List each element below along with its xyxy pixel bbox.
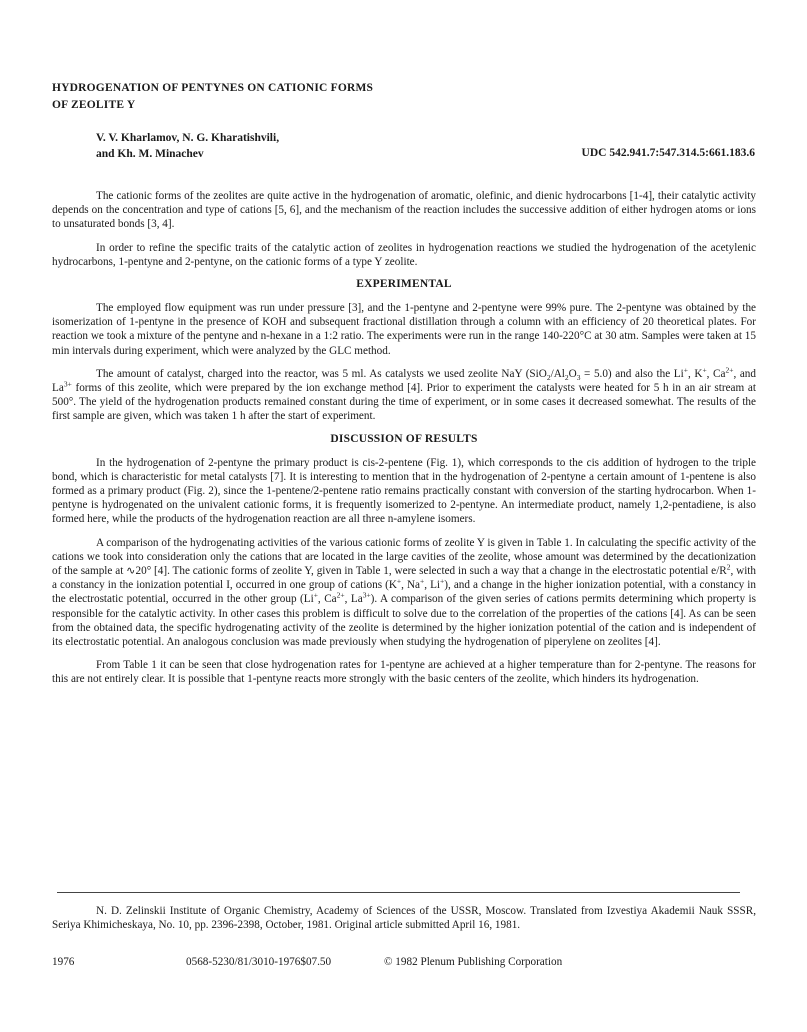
article-body [52, 189, 756, 696]
superscript: 3+ [362, 590, 371, 600]
subscript: 3 [576, 373, 581, 383]
affiliation-footnote: N. D. Zelinskii Institute of Organic Chemistry, Academy of Sciences of the USSR, Moscow. Translated from Izvestiya Akademii Nauk SSSR, Seriya Khimicheskaya, No. 10, pp. 2396-2398, October, 1981. Original article submitted April 16, 1981. [52, 905, 756, 932]
text-run: ), and a change in the higher ionization potential, with a constancy in the electrostatic potential, occurred in the other group (Li [52, 579, 757, 606]
superscript: + [420, 576, 425, 586]
text-run: , Ca [317, 593, 337, 606]
text-run: , La [344, 593, 363, 606]
text-run: /Al [550, 367, 565, 380]
udc-code: UDC 542.941.7:547.314.5:661.183.6 [581, 147, 755, 159]
experimental-paragraph-1: The employed flow equipment was run under pressure [3], and the 1-pentyne and 2-pentyne were 99% pure. The 2-pentyne was obtained by the isomerization of 1-pentyne in the presence of KOH and subsequent fractional distillation through a column with an efficiency of 20 theoretical plates. For reaction we took a mixture of the pentyne and n-hexane in a 1:2 ratio. The experiments were run in the range 140-220°C at 30 atm. Samples were taken at 15 min intervals during experiment, which were analyzed by the GLC method. [52, 302, 756, 357]
section-heading-discussion: DISCUSSION OF RESULTS [330, 432, 478, 445]
paper-title [52, 80, 452, 114]
intro-paragraph-1: The cationic forms of the zeolites are quite active in the hydrogenation of aromatic, olefinic, and dienic hydrocarbons [1-4], their catalytic activity depends on the concentration and type of cations [5, 6], and the mechanism of the reaction includes the successive addition of either hydrogen atoms or ions to unsaturated bonds [3, 4]. [52, 190, 756, 231]
experimental-paragraph-2 [52, 367, 756, 424]
text-run: A comparison of the hydrogenating activities of the various cationic forms of zeolite Y is given in Table 1. In calculating the specific activity of the cations we took into consideration only the cations that are located in the large cavities of the zeolite, whose amount was determined by the decationization of the sample at ∿20° [4]. The cationic forms of zeolite Y, given in Table 1, were selected in such a way that a change in the electrostatic potential e/R [52, 536, 756, 578]
page-number: 1976 [52, 956, 75, 968]
superscript: + [683, 365, 688, 375]
text-run: forms of this zeolite, which were prepared by the ion exchange method [4]. Prior to experiment the catalysts were heated for 5 h in an air stream at 500°. The yield of the hydrogenation products remained constant during the time of experiment, or in some cases it decreased somewhat. The results of the first sample are given, which was taken 1 h after the start of experiment. [52, 382, 756, 423]
footnote-divider [57, 892, 740, 893]
text-run: = 5.0) and also the Li [580, 367, 684, 380]
section-heading-experimental: EXPERIMENTAL [356, 278, 452, 291]
superscript: + [396, 576, 402, 586]
copyright-notice: © 1982 Plenum Publishing Corporation [384, 956, 563, 968]
authors-line-1: V. V. Kharlamov, N. G. Kharatishvili, [96, 132, 280, 144]
text-run: , and La [52, 367, 756, 395]
title-line-1: HYDROGENATION OF PENTYNES ON CATIONIC FORMS [52, 82, 374, 94]
text-run: O [568, 367, 577, 380]
superscript: + [702, 365, 707, 375]
discussion-paragraph-3: From Table 1 it can be seen that close hydrogenation rates for 1-pentyne are achieved at a higher temperature than for 2-pentyne. The reasons for this are not entirely clear. It is possible that 1-pentyne reacts more strongly with the basic centers of the zeolite, which hinders its hydrogenation. [52, 659, 756, 686]
text-run: , Na [401, 579, 421, 592]
title-line-2: OF ZEOLITE Y [52, 99, 136, 111]
superscript: 3+ [63, 379, 72, 389]
journal-code: 0568-5230/81/3010-1976$07.50 [186, 956, 332, 968]
intro-paragraph-2: In order to refine the specific traits of the catalytic action of zeolites in hydrogenation reactions we studied the hydrogenation of the acetylenic hydrocarbons, 1-pentyne and 2-pentyne, on the cationic forms of a type Y zeolite. [52, 241, 756, 268]
discussion-paragraph-1: In the hydrogenation of 2-pentyne the primary product is cis-2-pentene (Fig. 1), which corresponds to the cis addition of hydrogen to the triple bond, which is characteristic for metal catalysts [7]. It is interesting to mention that in the hydrogenation of 2-pentyne a certain amount of 1-pentene is also formed as a primary product (Fig. 2), since the 1-pentene/2-pentene ratio remains practically constant with conversion of the starting hydrocarbon. When 1-pentyne is hydrogenated on the univalent cationic forms, it is frequently isomerized to 2-pentyne. An intermediate product, namely 1,2-pentadiene, is also formed here, while the products of the hydrogenation reaction are all three n-amylene isomers. [52, 456, 756, 526]
text-run: , Li [424, 579, 441, 592]
subscript: 2 [564, 373, 569, 383]
superscript: + [440, 576, 445, 586]
text-run: ). A comparison of the given series of cations permits determining which property is responsible for the catalytic activity. In other cases this problem is difficult to solve due to the correlation of the properties of the cations [4]. As can be seen from the obtained data, the specific hydrogenating activity of the zeolite is determined by the higher ionization potential of the cation and is independent of its electrostatic potential. An analogous conclusion was made previously when studying the hydrogenation of piperylene on zeolites [4]. [52, 593, 757, 649]
text-run: , K [687, 367, 703, 380]
discussion-paragraph-2 [52, 536, 756, 650]
text-run: , with a constancy in the ionization potential I, occurred in one group of cations (K [52, 565, 757, 592]
authors-line-2: and Kh. M. Minachev [96, 148, 204, 160]
superscript: + [313, 590, 318, 600]
superscript: 2+ [336, 590, 345, 600]
superscript: 2+ [725, 365, 734, 375]
author-list [96, 130, 496, 162]
subscript: 2 [546, 373, 551, 383]
text-run: , Ca [706, 367, 726, 380]
superscript: 2 [726, 562, 731, 572]
text-run: The amount of catalyst, charged into the reactor, was 5 ml. As catalysts we used zeolite NaY (SiO [96, 367, 547, 380]
